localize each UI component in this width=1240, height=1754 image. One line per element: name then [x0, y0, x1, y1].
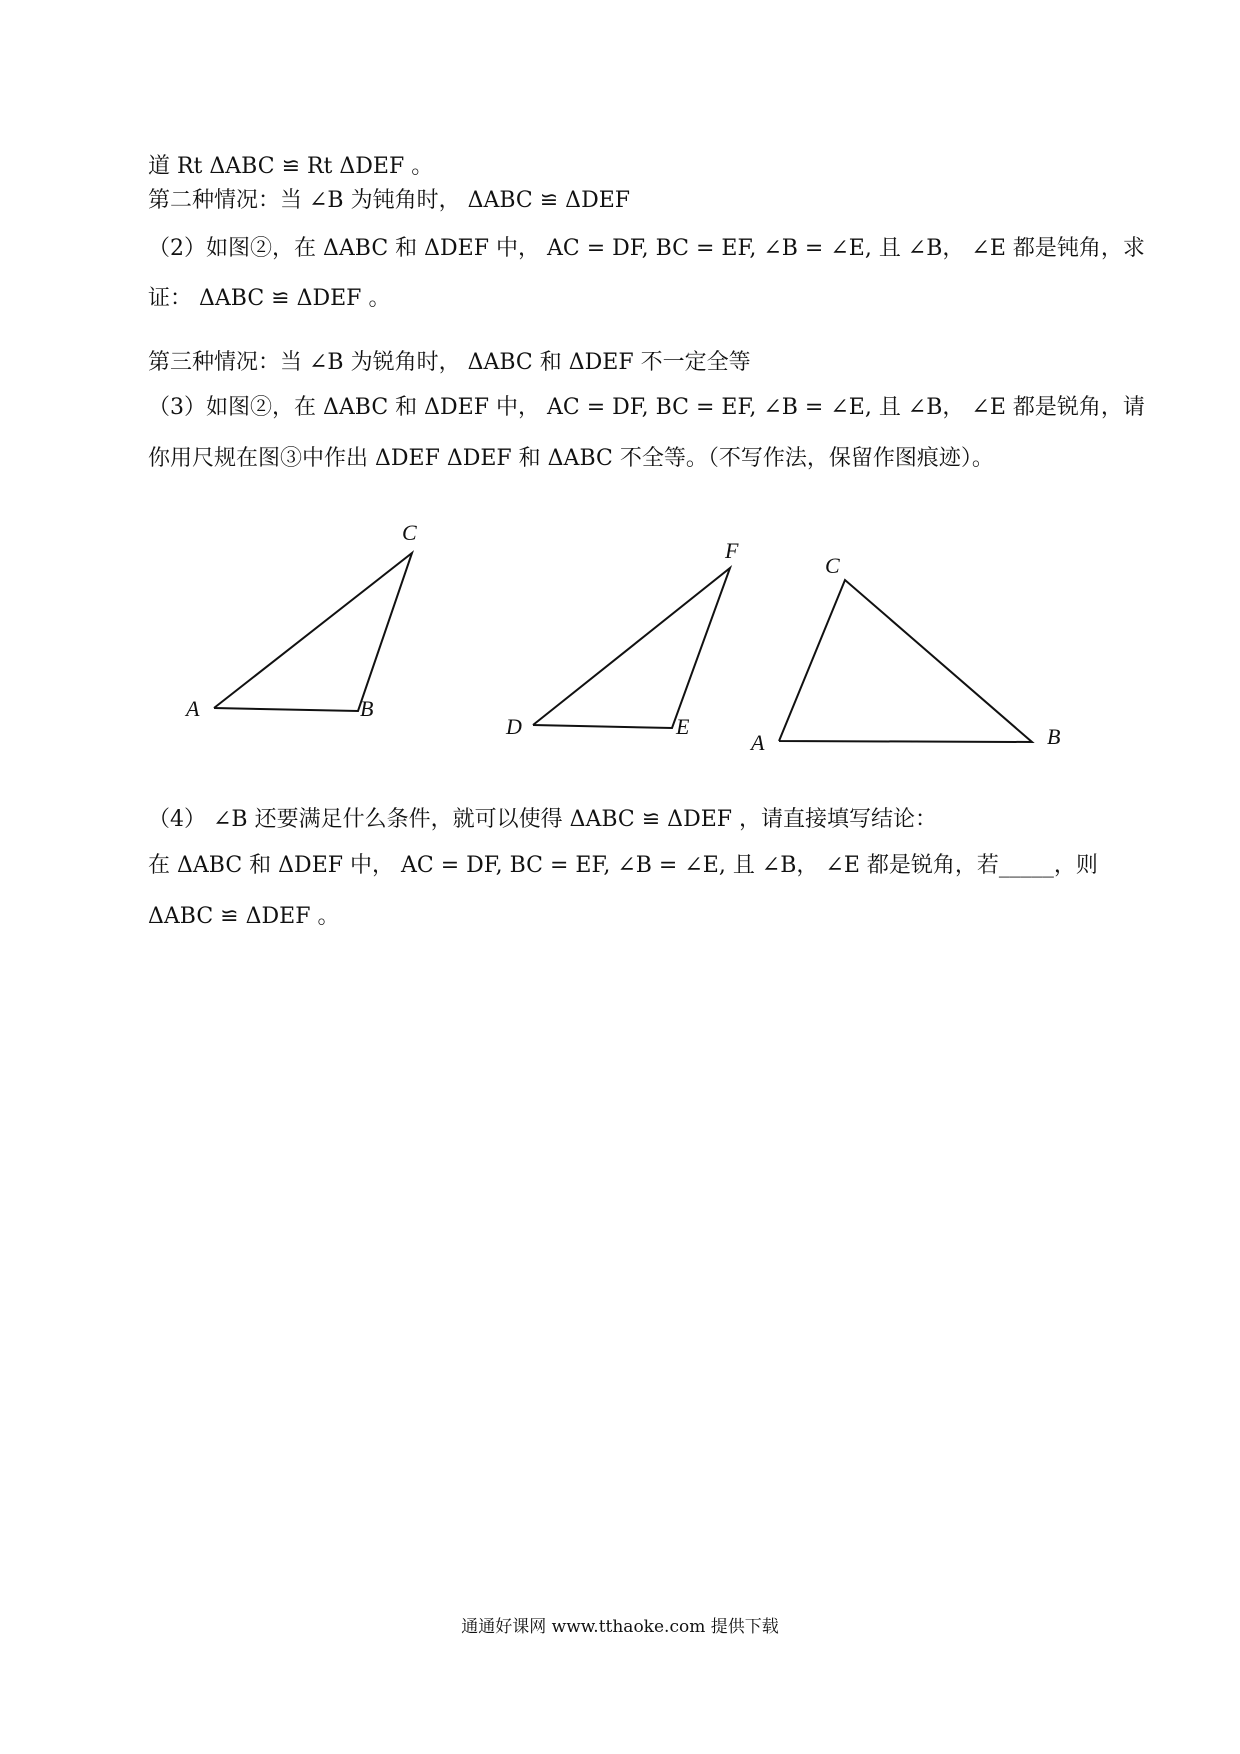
label-c-1: C	[402, 520, 417, 545]
text-line-1: 道 Rt ΔABC ≌ Rt ΔDEF 。	[148, 154, 434, 179]
label-d: D	[506, 714, 522, 739]
label-b-3: B	[1047, 724, 1061, 749]
text-line-4: 证： ΔABC ≌ ΔDEF 。	[148, 286, 391, 311]
triangle-def-outline	[533, 568, 730, 728]
triangle-abc-1	[184, 520, 417, 721]
text-line-2: 第二种情况：当 ∠B 为钝角时， ΔABC ≌ ΔDEF	[148, 188, 631, 213]
triangle-abc-3	[749, 553, 1060, 755]
triangle-figures	[0, 0, 1240, 780]
label-b-1: B	[360, 696, 374, 721]
page-footer: 通通好课网 www.tthaoke.com 提供下载	[461, 1617, 779, 1637]
text-line-3: （2）如图②，在 ΔABC 和 ΔDEF 中， AC = DF, BC = EF, ∠B = ∠E, 且 ∠B， ∠E 都是钝角，求	[148, 236, 1145, 261]
label-a-3: A	[751, 730, 765, 755]
text-line-6: （3）如图②，在 ΔABC 和 ΔDEF 中， AC = DF, BC = EF, ∠B = ∠E, 且 ∠B， ∠E 都是锐角，请	[148, 395, 1145, 420]
label-c-3: C	[825, 553, 840, 578]
text-line-8: （4） ∠B 还要满足什么条件，就可以使得 ΔABC ≌ ΔDEF ，请直接填写结论：	[148, 807, 938, 832]
text-line-10: ΔABC ≌ ΔDEF 。	[148, 904, 340, 929]
label-e: E	[676, 714, 690, 739]
triangle-abc-3-outline	[779, 580, 1032, 742]
text-line-9: 在 ΔABC 和 ΔDEF 中， AC = DF, BC = EF, ∠B = ∠E, 且 ∠B， ∠E 都是锐角，若_____，则	[148, 853, 1098, 878]
text-line-5: 第三种情况：当 ∠B 为锐角时， ΔABC 和 ΔDEF 不一定全等	[148, 350, 751, 375]
label-a-1: A	[186, 696, 200, 721]
triangle-def	[505, 538, 739, 739]
triangle-abc-1-outline	[214, 553, 412, 711]
label-f: F	[725, 538, 739, 563]
text-line-7: 你用尺规在图③中作出 ΔDEF ΔDEF 和 ΔABC 不全等。（不写作法，保留作图痕迹）。	[148, 446, 994, 471]
